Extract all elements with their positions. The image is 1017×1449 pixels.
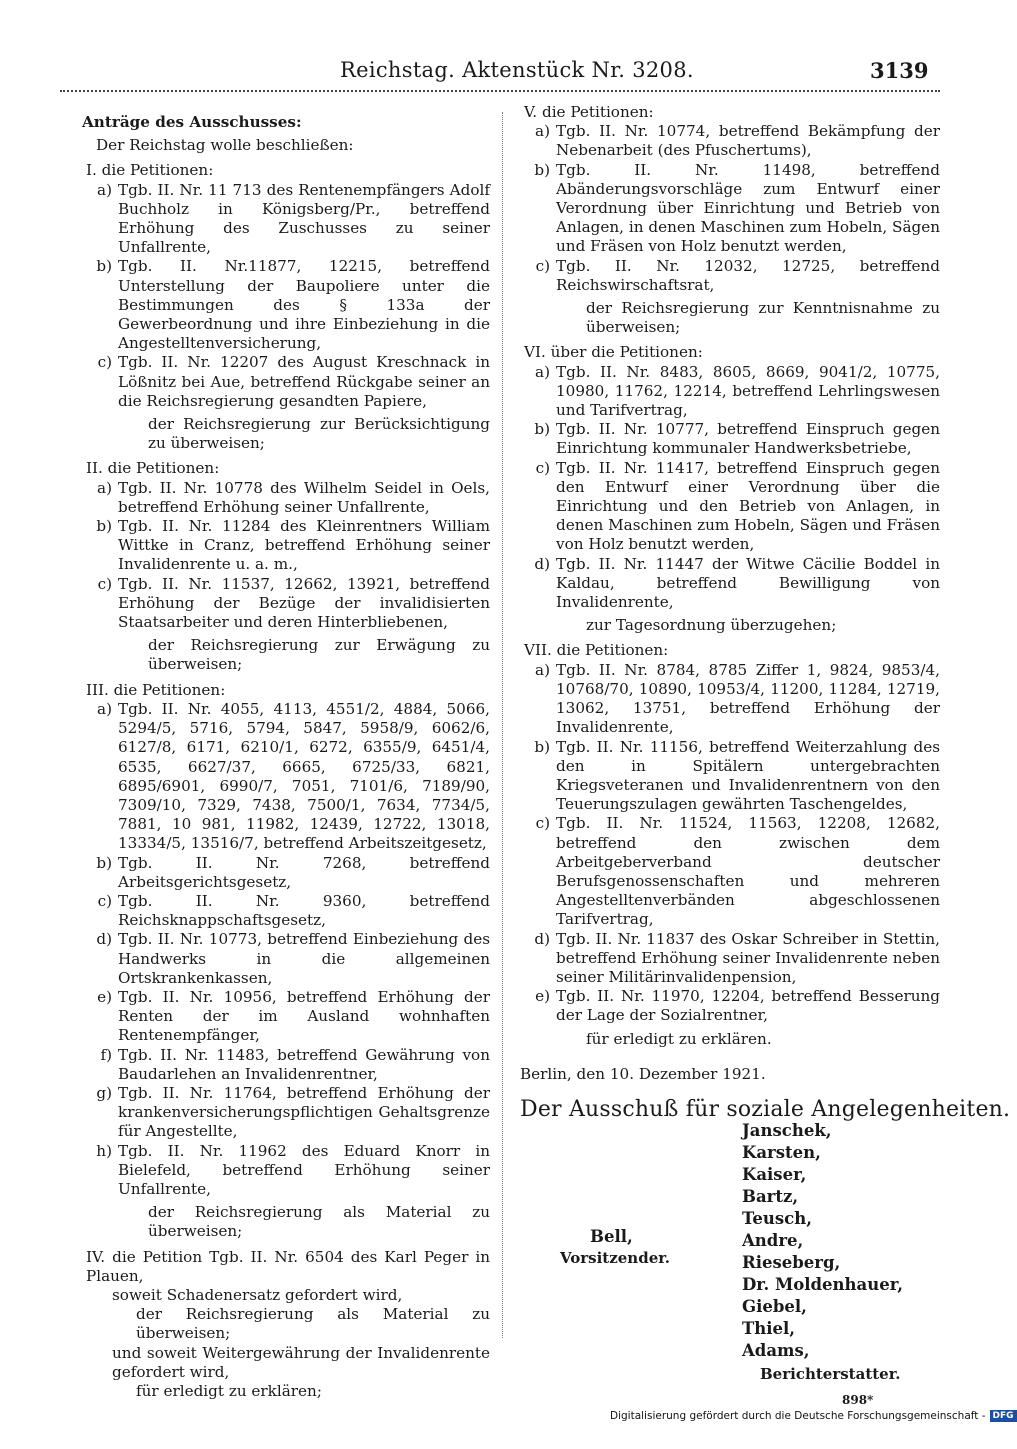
section-6-item: b) Tgb. II. Nr. 10777, betreffend Einspruch gegen Einrichtung kommunaler Handwerksbetriebe, (534, 420, 940, 458)
signatory-name: Rieseberg, (742, 1253, 841, 1273)
section-7-conclusion: für erledigt zu erklären. (586, 1029, 772, 1048)
section-2-item: b) Tgb. II. Nr. 11284 des Kleinrentners William Wittke in Cranz, betreffend Erhöhung seiner Invalidenrente u. a. m., (96, 517, 490, 574)
signatory-name: Karsten, (742, 1143, 821, 1163)
section-2-item: a) Tgb. II. Nr. 10778 des Wilhelm Seidel in Oels, betreffend Erhöhung seiner Unfallrente, (97, 478, 490, 516)
section-2-conclusion: der Reichsregierung zur Erwägung zu überweisen; (148, 636, 490, 674)
signatory-name: Janschek, (742, 1121, 832, 1141)
signatory-name: Bartz, (742, 1187, 799, 1207)
section-6-item: a) Tgb. II. Nr. 8483, 8605, 8669, 9041/2, 10775, 10980, 11762, 12214, betreffend Lehrlingswesen und Tarifvertrag, (535, 362, 940, 420)
section-5-conclusion: der Reichsregierung zur Kenntnisnahme zu überweisen; (586, 299, 940, 337)
section-3-item: e) Tgb. II. Nr. 10956, betreffend Erhöhung der Renten der im Ausland wohnhaften Rentenempfänger, (97, 987, 490, 1045)
chairman-name: Bell, (590, 1227, 633, 1247)
section-4-line: und soweit Weitergewährung der Invalidenrente gefordert wird, (112, 1343, 490, 1381)
section-3-item: a) Tgb. II. Nr. 4055, 4113, 4551/2, 4884, 5066, 5294/5, 5716, 5794, 5847, 5958/9, 6062/6, 6127/8, 6171, 6210/1, 6272, 6355/9, 6451/4, 6535, 6627/37, 6665, 6725/33, 6821, 6895/6901, 6990/7, 7051, 7101/6, 7189/90, 7309/10, 7329, 7438, 7500/1, 7634, 7734/5, 7881, 10 981, 11982, 12439, 12722, 13018, 13334/5, 13516/7, betreffend Arbeitszeitgesetz, (97, 699, 490, 853)
section-7-item: d) Tgb. II. Nr. 11837 des Oskar Schreiber in Stettin, betreffend Erhöhung seiner Invalidenrente neben seiner Militärinvalidenpension, (534, 929, 940, 986)
signatory-name: Giebel, (742, 1297, 807, 1317)
section-1-title: I. die Petitionen: (86, 161, 214, 180)
signatory-name: Thiel, (742, 1319, 796, 1339)
section-3-title: III. die Petitionen: (86, 680, 226, 699)
section-7-item: c) Tgb. II. Nr. 11524, 11563, 12208, 12682, betreffend den zwischen dem Arbeitgeberverband deutscher Berufsgenossenschaften und mehreren Angestelltenverbänden abgeschlossenen Tarifvertrag, (535, 814, 940, 929)
section-3-conclusion: der Reichsregierung als Material zu überweisen; (148, 1203, 490, 1241)
section-2-title: II. die Petitionen: (86, 459, 220, 478)
motions-heading: Anträge des Ausschusses: (82, 113, 302, 131)
header-title: Reichstag. Aktenstück Nr. 3208. (340, 58, 694, 82)
committee-title: Der Ausschuß für soziale Angelegenheiten. (520, 1096, 1011, 1122)
section-3-item: d) Tgb. II. Nr. 10773, betreffend Einbeziehung des Handwerks in die allgemeinen Ortskrankenkassen, (96, 930, 490, 987)
section-1-item: a) Tgb. II. Nr. 11 713 des Rentenempfängers Adolf Buchholz in Königsberg/Pr., betreffend Erhöhung des Zuschusses zu seiner Unfallrente, (97, 180, 490, 257)
signatory-name: Dr. Moldenhauer, (742, 1275, 903, 1295)
section-4-line: soweit Schadenersatz gefordert wird, (112, 1285, 403, 1304)
section-3-item: c) Tgb. II. Nr. 9360, betreffend Reichsknappschaftsgesetz, (97, 891, 490, 930)
header-rule (60, 90, 940, 92)
section-6-title: VI. über die Petitionen: (524, 343, 703, 362)
section-4-line: der Reichsregierung als Material zu überweisen; (136, 1305, 490, 1343)
signature-block (520, 1119, 940, 1449)
section-7-item: e) Tgb. II. Nr. 11970, 12204, betreffend Besserung der Lage der Sozialrentner, (535, 987, 940, 1025)
section-6-conclusion: zur Tagesordnung überzugehen; (586, 616, 837, 635)
section-2-item: c) Tgb. II. Nr. 11537, 12662, 13921, betreffend Erhöhung der Bezüge der invalidisierten Staatsarbeiter und deren Hinterbliebenen, (97, 574, 490, 632)
section-3-item: f) Tgb. II. Nr. 11483, betreffend Gewährung von Baudarlehen an Invalidenrentner, (100, 1045, 490, 1083)
section-5-item: a) Tgb. II. Nr. 10774, betreffend Bekämpfung der Nebenarbeit (des Pfuschertums), (535, 122, 940, 160)
section-3-item: h) Tgb. II. Nr. 11962 des Eduard Knorr in Bielefeld, betreffend Erhöhung seiner Unfallrente, (96, 1141, 490, 1198)
signatory-name: Andre, (742, 1231, 804, 1251)
section-1-item: c) Tgb. II. Nr. 12207 des August Kreschnack in Lößnitz bei Aue, betreffend Rückgabe seiner an die Reichsregierung gesandten Papiere, (97, 353, 490, 410)
left-column (82, 113, 490, 1401)
section-5-item: b) Tgb. II. Nr. 11498, betreffend Abänderungsvorschläge zum Entwurf einer Verordnung über Einrichtung und Betrieb von Anlagen, in denen Maschinen zum Hobeln, Sägen und Fräsen von Holz benutzt werden, (534, 160, 940, 256)
signatory-name: Adams, (742, 1341, 810, 1361)
page-header (0, 58, 1000, 98)
section-4-title: IV. die Petition Tgb. II. Nr. 6504 des Karl Peger in Plauen, (86, 1247, 490, 1285)
sheet-mark: 898* (842, 1393, 874, 1408)
footer-text: Digitalisierung gefördert durch die Deutsche Forschungsgemeinschaft - (610, 1410, 986, 1422)
section-3-item: g) Tgb. II. Nr. 11764, betreffend Erhöhung der krankenversicherungspflichtigen Gehaltsgrenze für Angestellte, (96, 1083, 490, 1141)
chairman-role: Vorsitzender. (560, 1249, 670, 1268)
digitization-footer (610, 1410, 1017, 1422)
section-3-item: b) Tgb. II. Nr. 7268, betreffend Arbeitsgerichtsgesetz, (96, 853, 490, 891)
dfg-logo: DFG (990, 1410, 1017, 1422)
section-6-item: c) Tgb. II. Nr. 11417, betreffend Einspruch gegen den Entwurf einer Verordnung über die Einrichtung und den Betrieb von Anlagen, in denen Maschinen zum Hobeln, Sägen und Fräsen von Holz benutzt werden, (535, 458, 940, 554)
rapporteur-label: Berichterstatter. (760, 1365, 901, 1384)
section-1-item: b) Tgb. II. Nr.11877, 12215, betreffend Unterstellung der Baupoliere unter die Bestimmungen des § 133a der Gewerbeordnung und ihre Einbeziehung in die Angestelltenversicherung, (96, 257, 490, 353)
section-7-item: a) Tgb. II. Nr. 8784, 8785 Ziffer 1, 9824, 9853/4, 10768/70, 10890, 10953/4, 11200, 11284, 12719, 13062, 13751, betreffend Erhöhung der Invalidenrente, (535, 660, 940, 737)
column-divider (502, 112, 503, 1338)
section-5-title: V. die Petitionen: (524, 103, 654, 121)
section-1-conclusion: der Reichsregierung zur Berücksichtigung zu überweisen; (148, 415, 490, 453)
section-4-line: für erledigt zu erklären; (136, 1382, 322, 1400)
section-7-title: VII. die Petitionen: (524, 641, 669, 660)
intro-line: Der Reichstag wolle beschließen: (96, 136, 354, 155)
signatory-name: Kaiser, (742, 1165, 807, 1185)
page-number: 3139 (870, 58, 929, 83)
section-5-item: c) Tgb. II. Nr. 12032, 12725, betreffend Reichswirschaftsrat, (535, 256, 940, 294)
section-6-item: d) Tgb. II. Nr. 11447 der Witwe Cäcilie Boddel in Kaldau, betreffend Bewilligung von Invalidenrente, (534, 554, 940, 612)
section-7-item: b) Tgb. II. Nr. 11156, betreffend Weiterzahlung des den in Spitälern untergebrachten Kriegsveteranen und Invalidenrentnern von den Teuerungszulagen gewährten Taschengeldes, (534, 737, 940, 814)
date-line: Berlin, den 10. Dezember 1921. (520, 1064, 766, 1083)
signatory-name: Teusch, (742, 1209, 812, 1229)
